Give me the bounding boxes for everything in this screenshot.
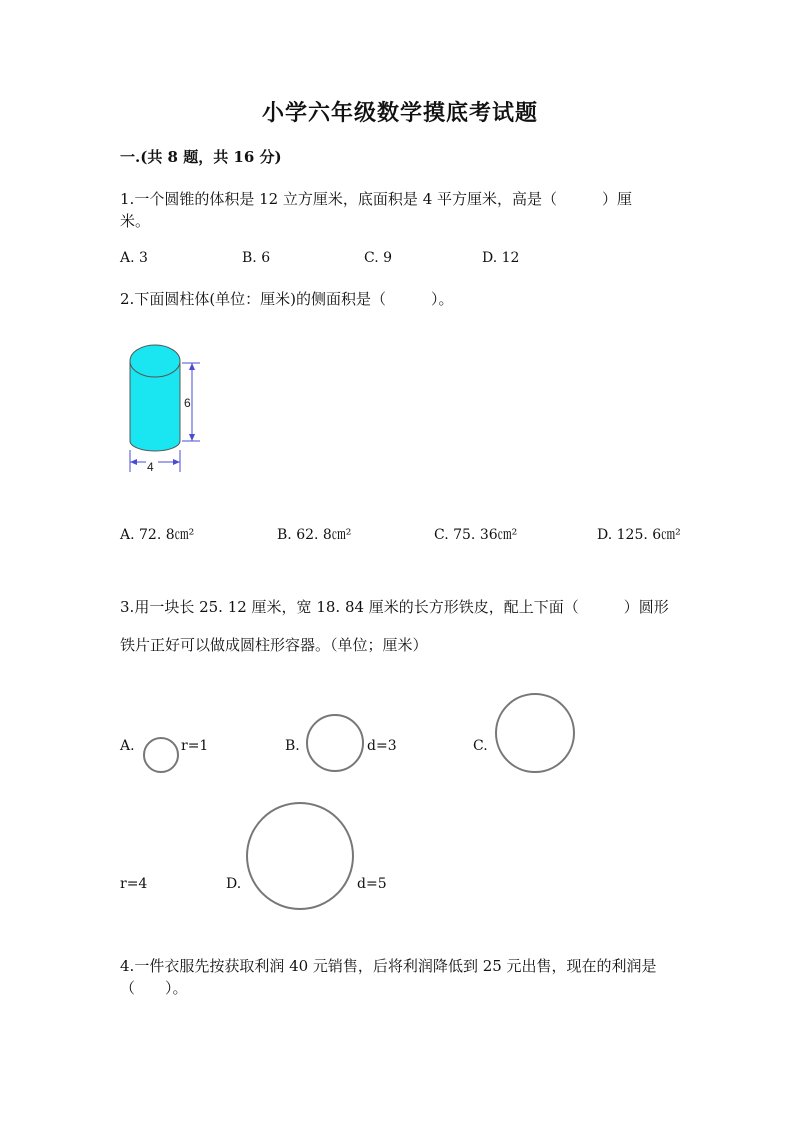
circle-option-b[interactable] — [307, 715, 363, 771]
question-2-option-b[interactable]: B. 62. 8㎝² — [277, 527, 352, 543]
question-3-text-2: 铁片正好可以做成圆柱形容器。（单位；厘米） — [120, 636, 428, 654]
question-2-option-a[interactable]: A. 72. 8㎝² — [120, 527, 195, 543]
question-1-number: 1. — [120, 190, 135, 208]
question-3-option-c-letter[interactable]: C. — [473, 738, 488, 754]
question-1-option-a[interactable]: A. 3 — [120, 250, 148, 266]
question-3-option-b-value: d=3 — [367, 738, 397, 754]
question-4 — [120, 955, 680, 999]
circle-option-d[interactable] — [247, 803, 353, 909]
question-3-option-a-value: r=1 — [181, 738, 209, 754]
question-3-option-d-value: d=5 — [357, 876, 387, 892]
question-1-text: 一个圆锥的体积是 12 立方厘米，底面积是 4 平方厘米，高是（ ）厘米。 — [120, 190, 633, 230]
question-1-option-d[interactable]: D. 12 — [482, 250, 520, 266]
circle-option-a[interactable] — [144, 738, 178, 772]
section-heading: 一.(共 8 题，共 16 分) — [120, 148, 282, 166]
question-1-option-c[interactable]: C. 9 — [364, 250, 393, 266]
question-1-option-b[interactable]: B. 6 — [242, 250, 271, 266]
height-label: 6 — [184, 396, 191, 410]
page-title: 小学六年级数学摸底考试题 — [261, 100, 538, 126]
question-2-option-c[interactable]: C. 75. 36㎝² — [434, 527, 518, 543]
question-4-text: 一件衣服先按获取利润 40 元销售，后将利润降低到 25 元出售，现在的利润是（ ）。 — [120, 957, 657, 997]
question-2-number: 2. — [120, 290, 135, 308]
question-3-text-1: 用一块长 25. 12 厘米，宽 18. 84 厘米的长方形铁皮，配上下面（ ）圆形 — [134, 598, 669, 616]
diameter-label: 4 — [147, 460, 154, 474]
question-2-option-d[interactable]: D. 125. 6㎝² — [597, 527, 681, 543]
question-3-option-c-value: r=4 — [120, 876, 148, 892]
question-3-number: 3. — [120, 598, 135, 616]
question-2-text: 下面圆柱体(单位：厘米)的侧面积是（ ）。 — [134, 290, 454, 308]
question-3-option-d-letter[interactable]: D. — [226, 876, 242, 892]
circle-option-c[interactable] — [496, 694, 574, 772]
question-3-option-a-letter[interactable]: A. — [120, 738, 135, 754]
question-4-number: 4. — [120, 957, 135, 975]
question-3-option-b-letter[interactable]: B. — [285, 738, 300, 754]
